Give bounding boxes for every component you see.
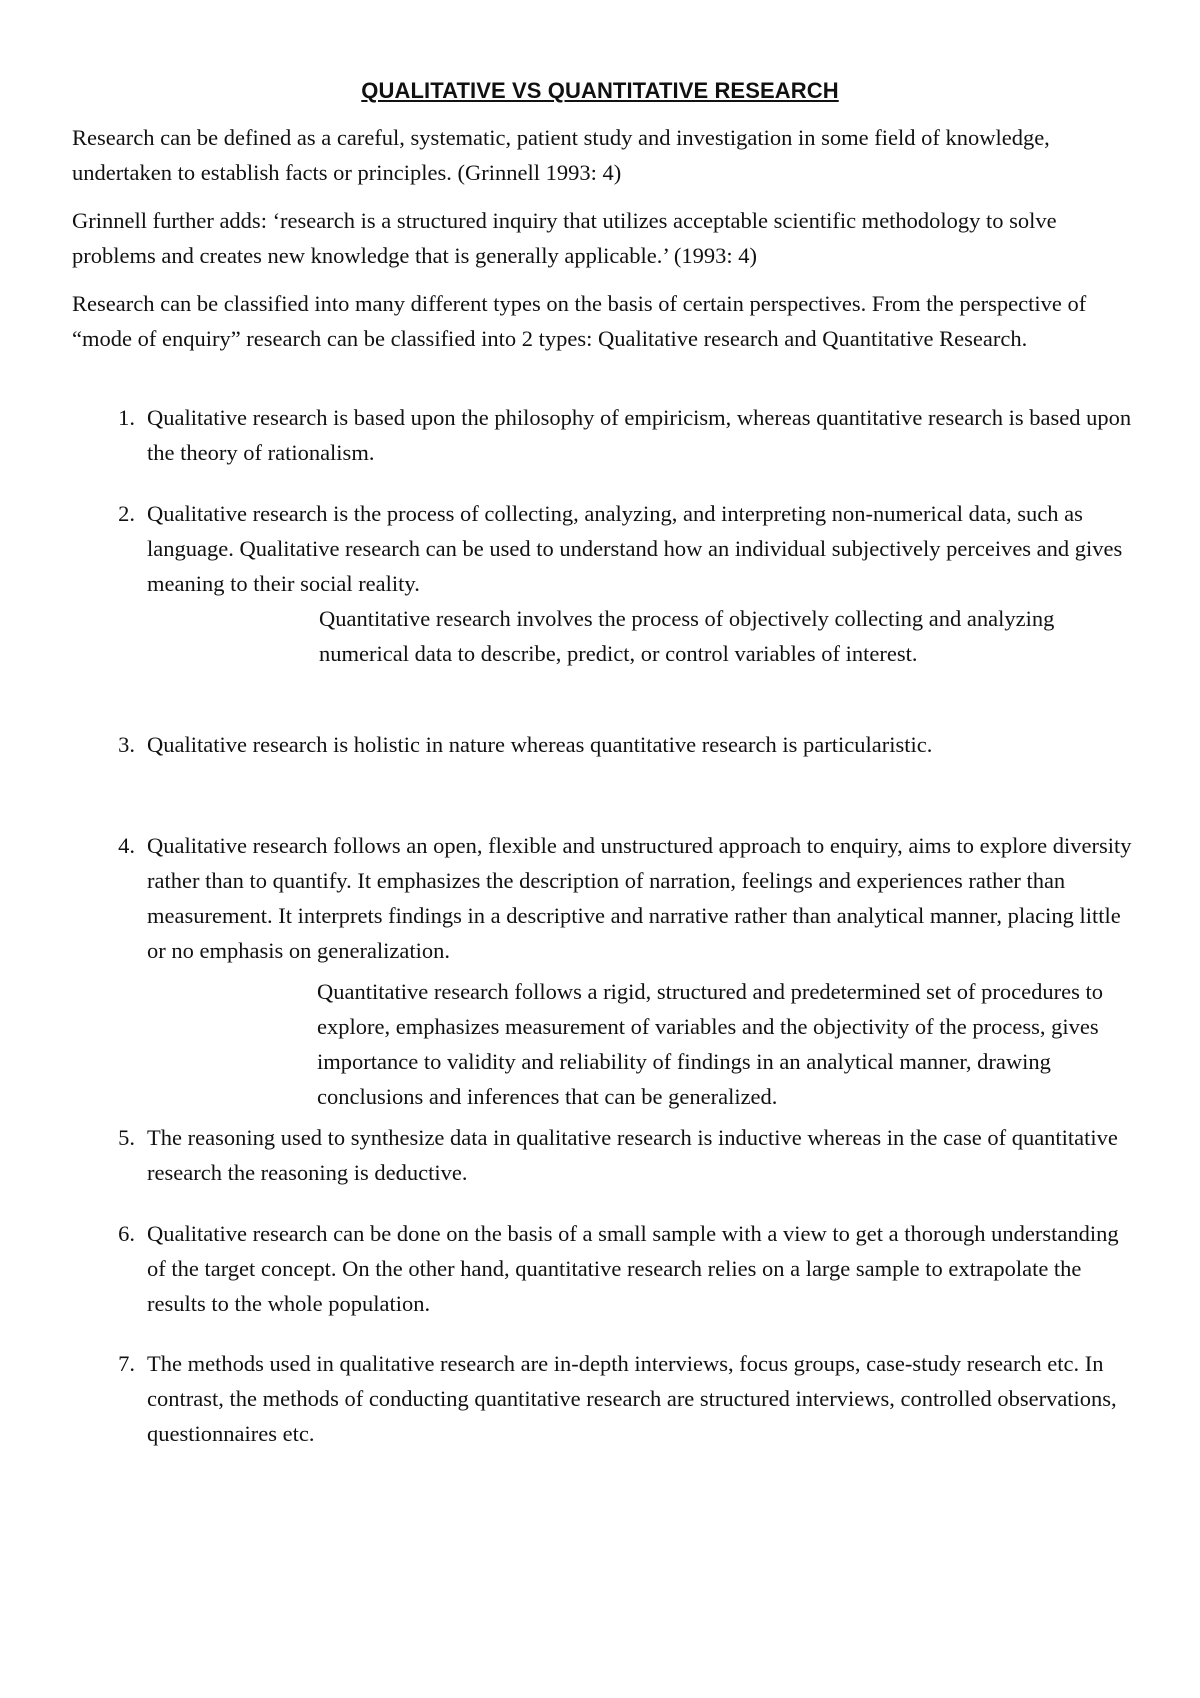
intro-paragraph-grinnell: Grinnell further adds: ‘research is a structured inquiry that utilizes acceptable scientific methodology to solve problems and creates new knowledge that is generally applicable.’ (1993: 4) bbox=[72, 208, 1057, 268]
list-item-text: The reasoning used to synthesize data in qualitative research is inductive whereas in the case of quantitative research the reasoning is deductive. bbox=[147, 1125, 1118, 1185]
list-item-text: Qualitative research can be done on the basis of a small sample with a view to get a thorough understanding of the target concept. On the other hand, quantitative research relies on a large sample to extrapolate the results to the whole population. bbox=[147, 1221, 1119, 1316]
list-item-number: 5. bbox=[118, 1125, 135, 1150]
list-item-text: The methods used in qualitative research are in-depth interviews, focus groups, case-study research etc. In contrast, the methods of conducting quantitative research are structured interviews, controlled observations, questionnaires etc. bbox=[147, 1351, 1117, 1446]
list-item-text: Qualitative research is holistic in nature whereas quantitative research is particularistic. bbox=[147, 732, 933, 757]
list-item-number: 2. bbox=[118, 501, 135, 526]
list-item-number: 6. bbox=[118, 1221, 135, 1246]
list-item-number: 7. bbox=[118, 1351, 135, 1376]
list-item-continuation: Quantitative research involves the process of objectively collecting and analyzing numerical data to describe, predict, or control variables of interest. bbox=[319, 606, 1055, 666]
list-item-continuation-block bbox=[72, 974, 1142, 1114]
list-item-text: Qualitative research is based upon the philosophy of empiricism, whereas quantitative research is based upon the theory of rationalism. bbox=[147, 405, 1132, 465]
list-item-number: 1. bbox=[118, 405, 135, 430]
intro-paragraph-definition: Research can be defined as a careful, systematic, patient study and investigation in some field of knowledge, undertaken to establish facts or principles. (Grinnell 1993: 4) bbox=[72, 125, 1050, 185]
list-item-number: 4. bbox=[118, 833, 135, 858]
intro-paragraph-classification: Research can be classified into many different types on the basis of certain perspectives. From the perspective of “mode of enquiry” research can be classified into 2 types: Qualitative research and Quantitative Research. bbox=[72, 291, 1087, 351]
page-title: QUALITATIVE VS QUANTITATIVE RESEARCH bbox=[361, 78, 839, 103]
list-item-number: 3. bbox=[118, 732, 135, 757]
list-item-continuation: Quantitative research follows a rigid, structured and predetermined set of procedures to explore, emphasizes measurement of variables and the objectivity of the process, gives importance to validity and reliability of findings in an analytical manner, drawing conclusions and inferences that can be generalized. bbox=[317, 979, 1103, 1109]
list-item-text: Qualitative research follows an open, flexible and unstructured approach to enquiry, aims to explore diversity rather than to quantify. It emphasizes the description of narration, feelings and experiences rather than measurement. It interprets findings in a descriptive and narrative rather than analytical manner, placing little or no emphasis on generalization. bbox=[147, 833, 1132, 963]
list-item-text: Qualitative research is the process of collecting, analyzing, and interpreting non-numerical data, such as language. Qualitative research can be used to understand how an individual subjectively perceives and gives meaning to their social reality. bbox=[147, 501, 1123, 596]
